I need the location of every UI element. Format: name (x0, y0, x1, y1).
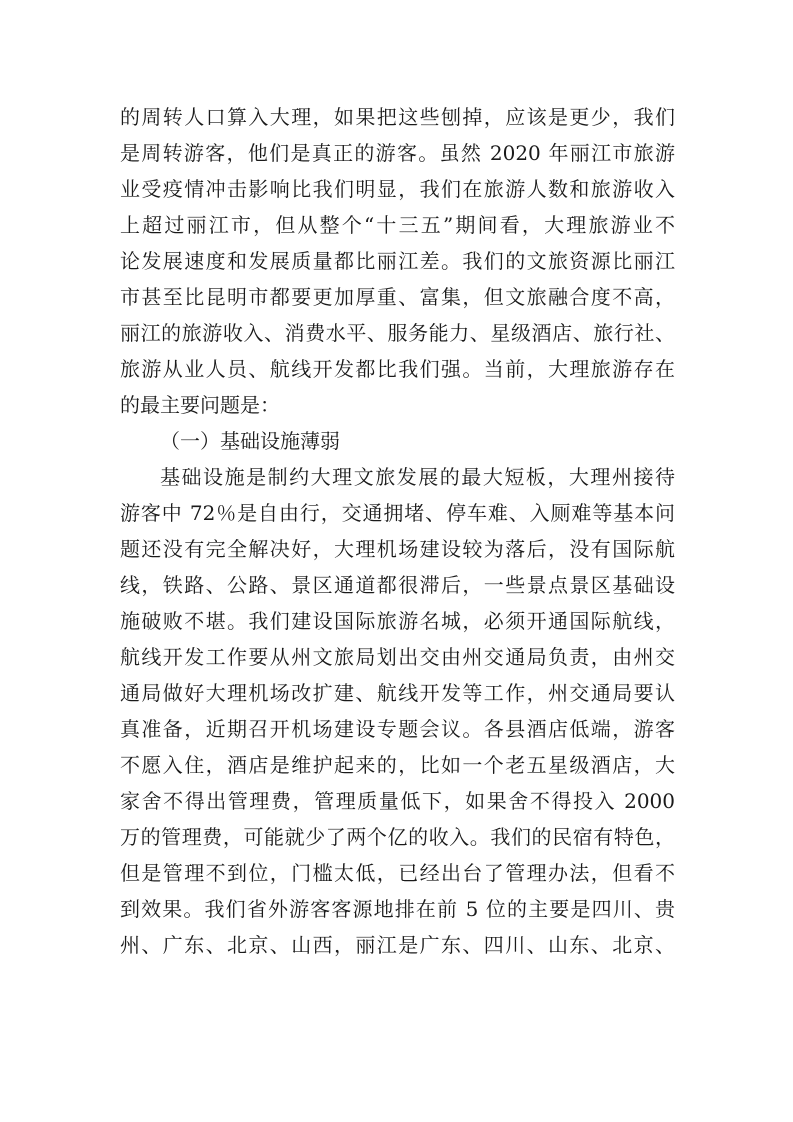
text-line: 市甚至比昆明市都要更加厚重、富集，但文旅融合度不高， (120, 285, 675, 309)
text-line: 到效果。我们省外游客客源地排在前 5 位的主要是四川、贵 (120, 897, 675, 921)
text-line: 上超过丽江市，但从整个“十三五”期间看，大理旅游业不 (120, 213, 675, 237)
text-line: 旅游从业人员、航线开发都比我们强。当前，大理旅游存在 (120, 357, 675, 381)
text-line: 万的管理费，可能就少了两个亿的收入。我们的民宿有特色， (120, 825, 675, 849)
text-line: 家舍不得出管理费，管理质量低下，如果舍不得投入 2000 (120, 789, 675, 813)
text-line: 是周转游客，他们是真正的游客。虽然 2020 年丽江市旅游 (120, 141, 675, 165)
section-heading: （一）基础设施薄弱 (160, 429, 340, 453)
text-line: 的周转人口算入大理，如果把这些刨掉，应该是更少，我们 (120, 105, 675, 129)
text-line: 业受疫情冲击影响比我们明显，我们在旅游人数和旅游收入 (120, 177, 675, 201)
paragraph-first-line: 基础设施是制约大理文旅发展的最大短板，大理州接待 (160, 465, 675, 489)
text-line: 论发展速度和发展质量都比丽江差。我们的文旅资源比丽江 (120, 249, 675, 273)
text-line: 通局做好大理机场改扩建、航线开发等工作，州交通局要认 (120, 681, 675, 705)
text-line: 施破败不堪。我们建设国际旅游名城，必须开通国际航线， (120, 609, 675, 633)
text-line: 不愿入住，酒店是维护起来的，比如一个老五星级酒店，大 (120, 753, 675, 777)
text-line: 的最主要问题是： (120, 393, 280, 417)
text-line: 真准备，近期召开机场建设专题会议。各县酒店低端，游客 (120, 717, 675, 741)
text-line: 丽江的旅游收入、消费水平、服务能力、星级酒店、旅行社、 (120, 321, 675, 345)
text-line: 线，铁路、公路、景区通道都很滞后，一些景点景区基础设 (120, 573, 675, 597)
text-line: 游客中 72％是自由行，交通拥堵、停车难、入厕难等基本问 (120, 501, 675, 525)
text-line: 航线开发工作要从州文旅局划出交由州交通局负责，由州交 (120, 645, 675, 669)
text-line: 题还没有完全解决好，大理机场建设较为落后，没有国际航 (120, 537, 675, 561)
text-line: 州、广东、北京、山西，丽江是广东、四川、山东、北京、 (120, 933, 675, 957)
text-line: 但是管理不到位，门槛太低，已经出台了管理办法，但看不 (120, 861, 675, 885)
